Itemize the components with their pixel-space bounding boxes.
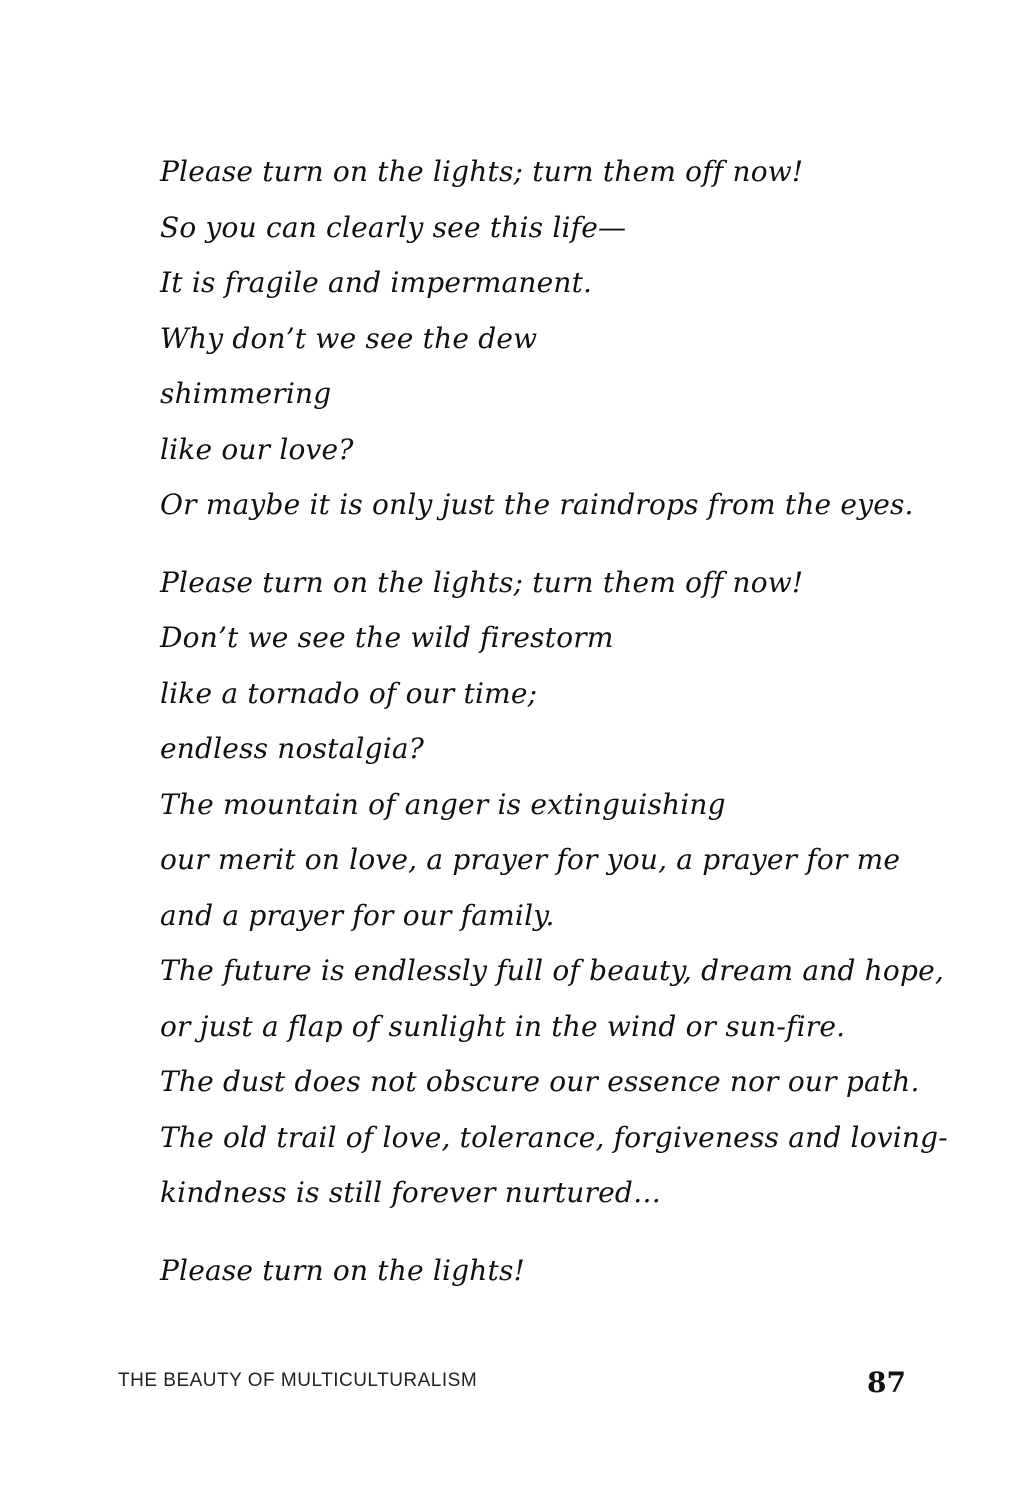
poem-line: Or maybe it is only just the raindrops from the eyes. bbox=[160, 488, 914, 521]
poem bbox=[160, 148, 948, 1302]
poem-line: or just a flap of sunlight in the wind or sun-fire. bbox=[160, 1009, 846, 1043]
poem-line: Don’t we see the wild firestorm bbox=[160, 621, 614, 654]
poem-line: The dust does not obscure our essence nor our path. bbox=[160, 1065, 920, 1098]
page-number: 87 bbox=[867, 1366, 906, 1399]
poem-line: Please turn on the lights; turn them off now! bbox=[160, 155, 804, 188]
stanza-3 bbox=[160, 1247, 920, 1303]
poem-line: The future is endlessly full of beauty, dream and hope, bbox=[160, 954, 944, 987]
poem-line: like a tornado of our time; bbox=[160, 676, 538, 710]
poem-line: The old trail of love, tolerance, forgiveness and loving- bbox=[160, 1120, 948, 1154]
poem-line: and a prayer for our family. bbox=[160, 898, 555, 932]
page-footer bbox=[118, 1366, 906, 1406]
poem-line: our merit on love, a prayer for you, a prayer for me bbox=[160, 843, 901, 876]
poem-line: endless nostalgia? bbox=[160, 732, 425, 765]
poem-line: kindness is still forever nurtured… bbox=[160, 1176, 662, 1209]
poem-line: The mountain of anger is extinguishing bbox=[160, 787, 726, 821]
poem-line: like our love? bbox=[160, 432, 354, 466]
poem-line: Please turn on the lights! bbox=[160, 1253, 525, 1287]
stanza-1 bbox=[160, 148, 920, 537]
running-footer-title: THE BEAUTY OF MULTICULTURALISM bbox=[118, 1370, 478, 1391]
stanza-2 bbox=[160, 559, 948, 1225]
poem-line: It is fragile and impermanent. bbox=[160, 266, 593, 299]
poem-line: Please turn on the lights; turn them off now! bbox=[160, 565, 804, 599]
poem-line: Why don’t we see the dew bbox=[160, 321, 538, 355]
poem-line: So you can clearly see this life— bbox=[160, 210, 627, 244]
poem-line: shimmering bbox=[160, 377, 332, 410]
